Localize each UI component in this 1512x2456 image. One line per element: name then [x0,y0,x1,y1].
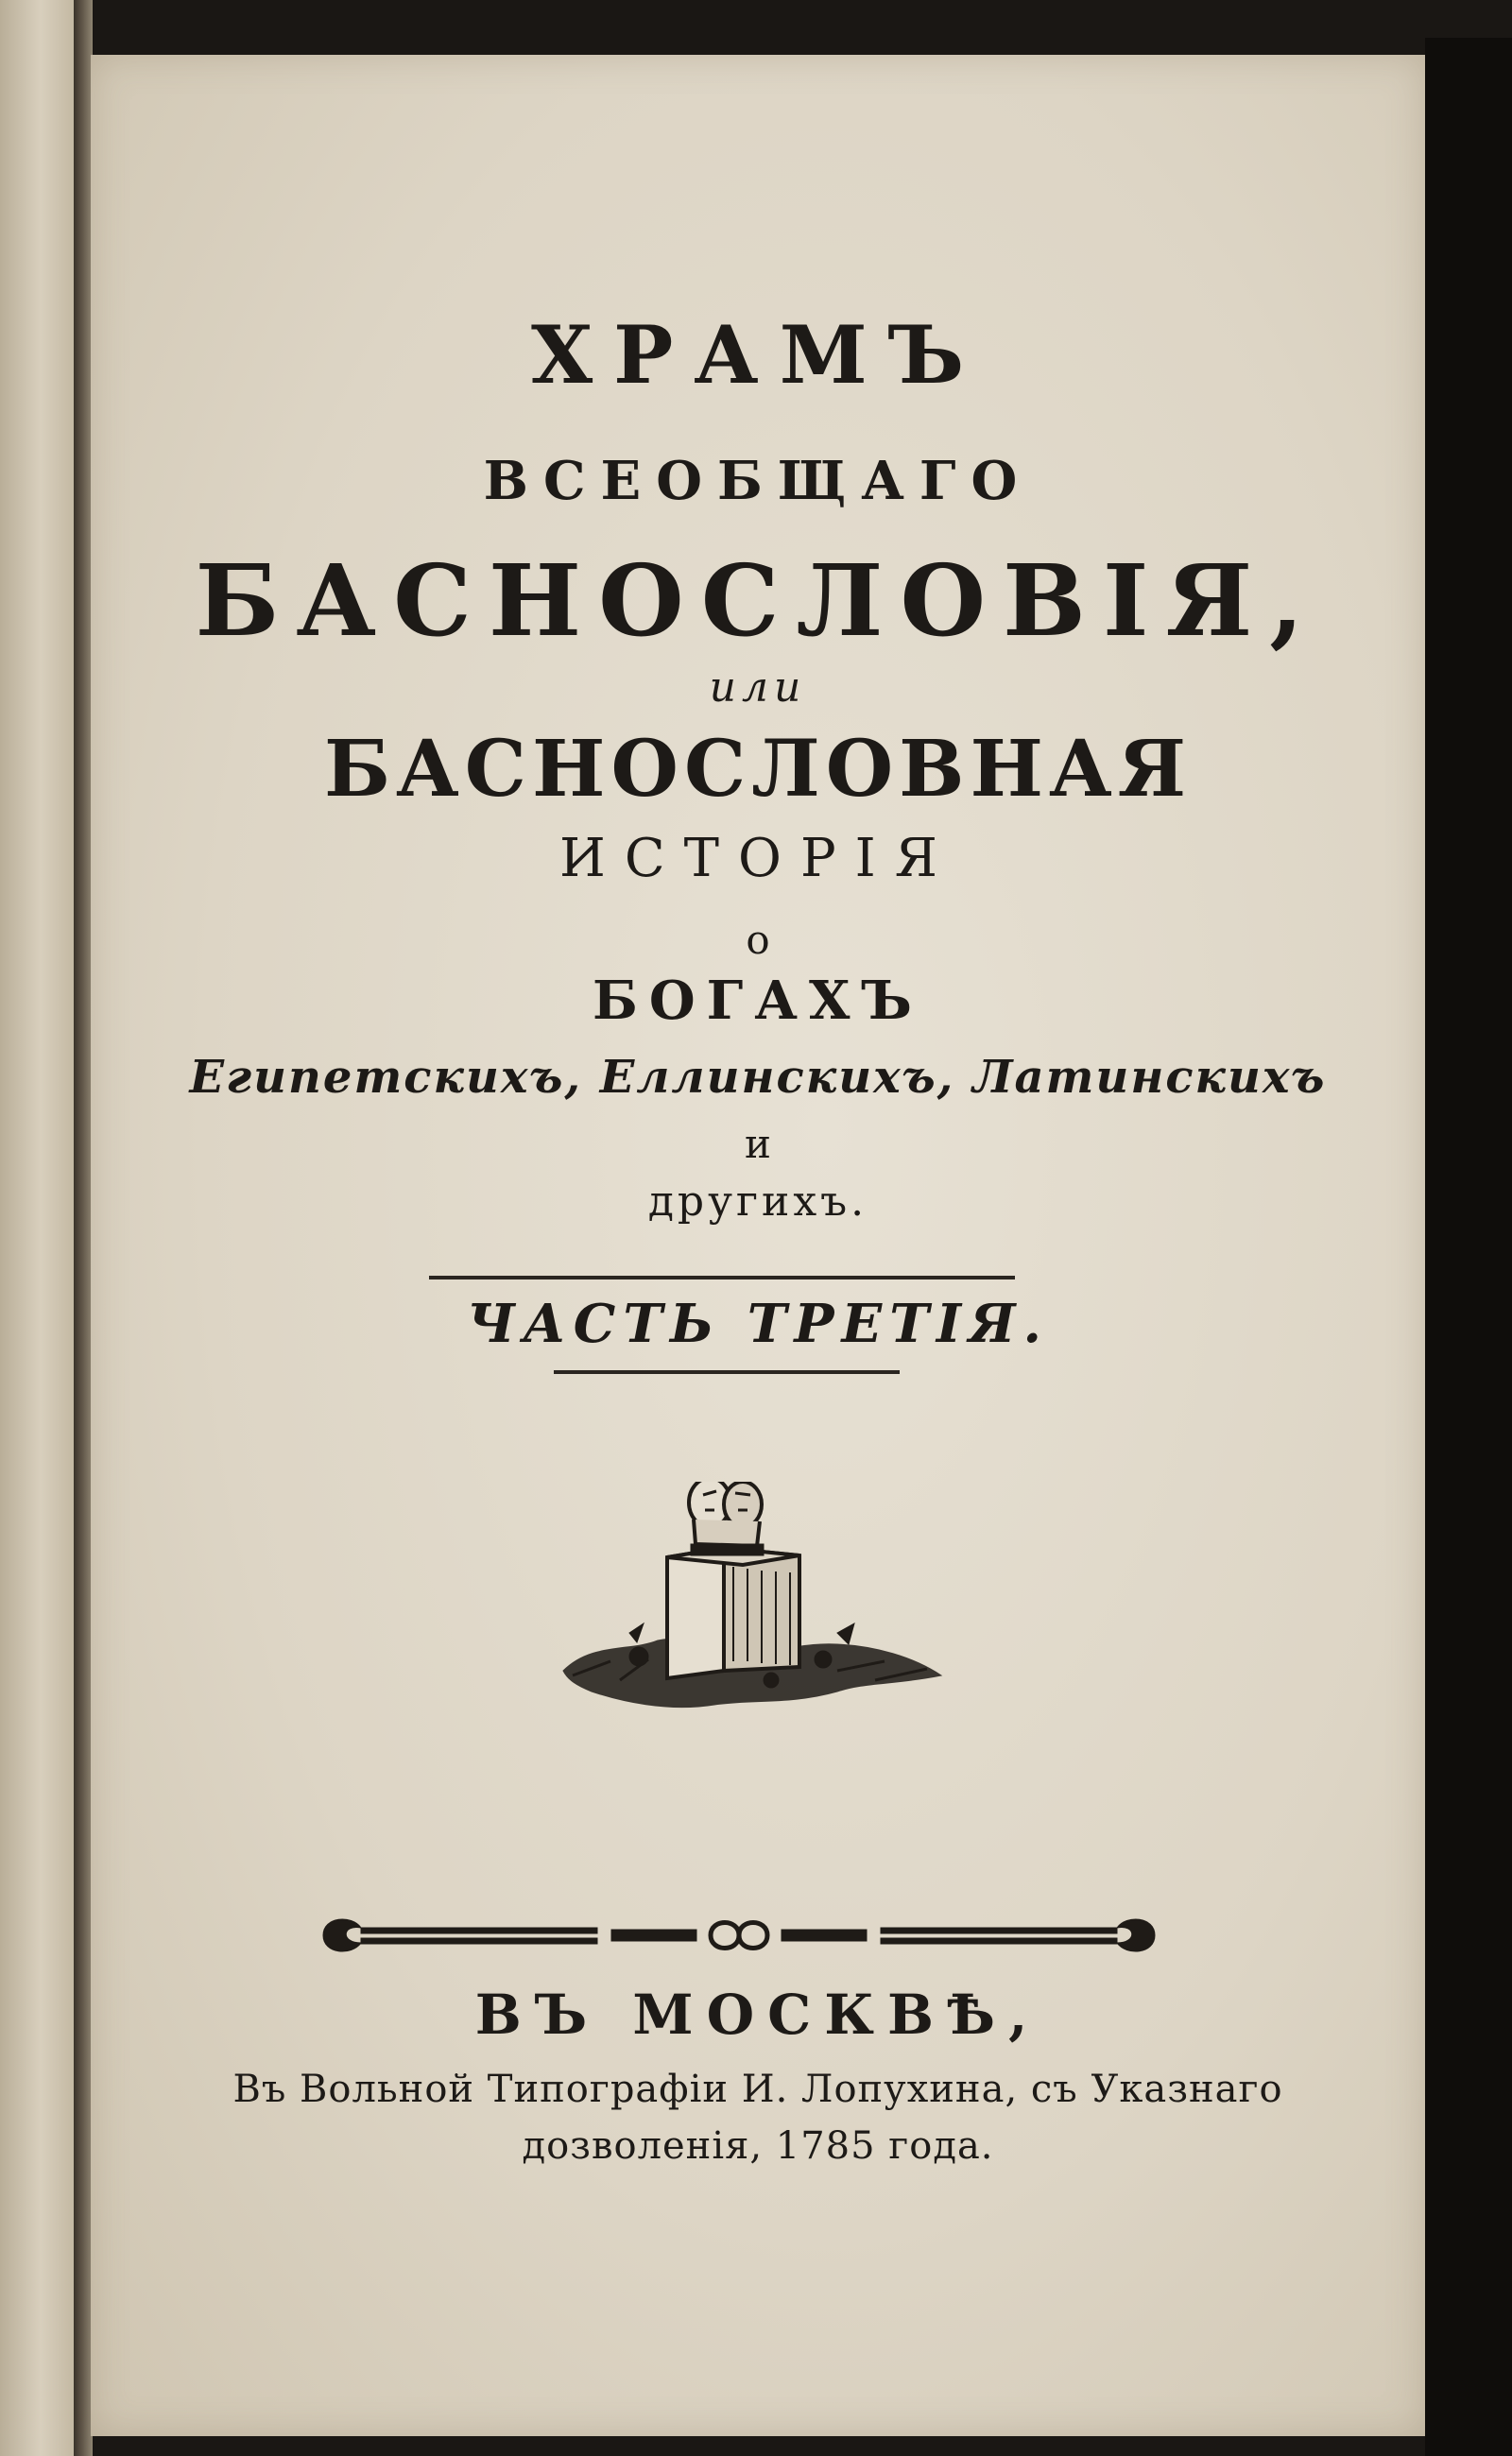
rule-below-part [554,1370,900,1374]
book-cover-edge [1425,38,1512,2456]
part-heading: ЧАСТЬ ТРЕТІЯ. [467,1293,1049,1355]
title-line-7: о [746,917,770,963]
title-line-3: БАСНОСЛОВІЯ, [195,542,1321,659]
title-line-4: или [709,663,807,712]
title-line-8: БОГАХЪ [593,970,923,1032]
title-line-10: и [745,1121,771,1167]
previous-page-edge [0,0,74,2456]
herm-vignette-illustration [554,1482,951,1727]
title-line-11: другихъ. [647,1177,868,1226]
imprint-printer: Въ Вольной Типографіи И. Лопухина, съ Указнаго [232,2068,1283,2111]
imprint-permission-year: дозволенія, 1785 года. [522,2124,994,2168]
rule-above-part [429,1276,1015,1280]
title-line-6: ИСТОРІЯ [559,828,956,889]
title-line-1: ХРАМЪ [530,308,986,402]
title-line-9: Египетскихъ, Еллинскихъ, Латинскихъ [189,1051,1327,1104]
ornamental-rule [304,1907,1174,1964]
book-gutter [74,0,93,2456]
title-page [91,55,1425,2436]
imprint-place: ВЪ МОСКВѢ, [474,1983,1041,2047]
title-line-2: ВСЕОБЩАГО [483,450,1033,512]
title-line-5: БАСНОСЛОВНАЯ [323,724,1193,815]
